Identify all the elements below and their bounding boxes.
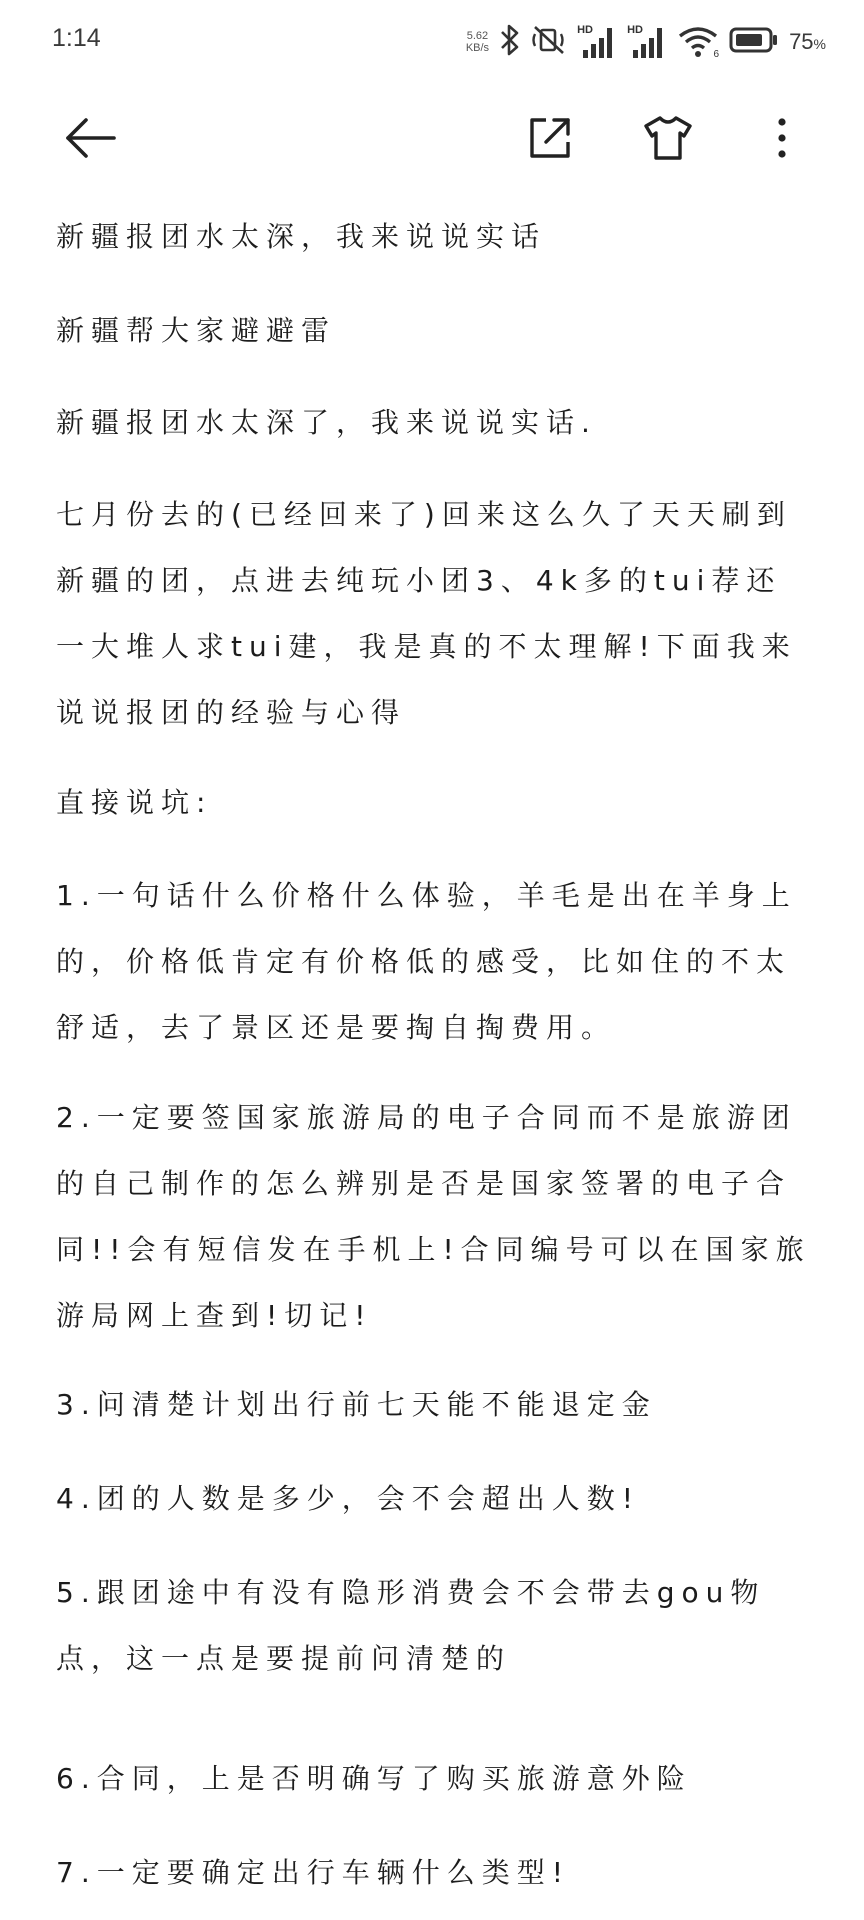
tshirt-theme-icon xyxy=(642,114,694,166)
article-title: 新疆报团水太深，我来说说实话 xyxy=(56,220,547,253)
status-icons xyxy=(466,20,826,64)
battery-icon xyxy=(729,25,779,59)
theme-button[interactable] xyxy=(632,104,704,176)
article-list-item: 3.问清楚计划出行前七天能不能退定金 xyxy=(56,1388,657,1421)
signal-icon xyxy=(627,24,667,60)
battery-percent xyxy=(789,29,826,55)
share-button[interactable] xyxy=(514,104,586,176)
mute-vibrate-icon xyxy=(531,23,567,61)
status-time: 1:14 xyxy=(52,24,101,52)
toolbar xyxy=(0,84,864,200)
status-bar xyxy=(0,0,864,84)
sim2-hd-label: HD xyxy=(627,24,643,36)
battery-percent-value: 75 xyxy=(789,29,814,54)
article-list-item: 7.一定要确定出行车辆什么类型! xyxy=(56,1856,570,1889)
network-speed-value: 5.62 xyxy=(466,30,489,42)
wifi-index: 6 xyxy=(713,49,720,60)
article-intro: 七月份去的(已经回来了)回来这么久了天天刷到新疆的团，点进去纯玩小团3、4k多的tui荐还一大堆人求tui建，我是真的不太理解!下面我来说说报团的经验与心得 xyxy=(56,498,797,729)
article-list-item: 1.一句话什么价格什么体验，羊毛是出在羊身上的，价格低肯定有价格低的感受，比如住的不太舒适，去了景区还是要掏自掏费用。 xyxy=(56,879,797,1044)
signal-icon xyxy=(577,24,617,60)
article-list-item: 6.合同，上是否明确写了购买旅游意外险 xyxy=(56,1762,692,1795)
share-icon xyxy=(526,114,574,166)
battery-percent-unit: % xyxy=(813,36,826,52)
more-vert-icon xyxy=(776,114,788,166)
article-heading: 新疆报团水太深了，我来说说实话. xyxy=(56,406,597,439)
article-section-heading: 直接说坑: xyxy=(56,786,213,819)
bluetooth-icon xyxy=(499,23,521,61)
wifi-icon xyxy=(677,24,719,60)
back-button[interactable] xyxy=(54,104,126,176)
article-list-item: 5.跟团途中有没有隐形消费会不会带去gou物点，这一点是要提前问清楚的 xyxy=(56,1576,766,1675)
back-arrow-icon xyxy=(62,116,118,164)
network-speed xyxy=(466,30,489,54)
article-subtitle: 新疆帮大家避避雷 xyxy=(56,314,337,347)
article-list-item: 2.一定要签国家旅游局的电子合同而不是旅游团的自己制作的怎么辨别是否是国家签署的电子合同!!会有短信发在手机上!合同编号可以在国家旅游局网上查到!切记! xyxy=(56,1101,811,1332)
network-speed-unit: KB/s xyxy=(465,42,490,54)
more-options-button[interactable] xyxy=(746,104,818,176)
article-list-item: 4.团的人数是多少，会不会超出人数! xyxy=(56,1482,640,1515)
sim1-hd-label: HD xyxy=(577,24,593,36)
